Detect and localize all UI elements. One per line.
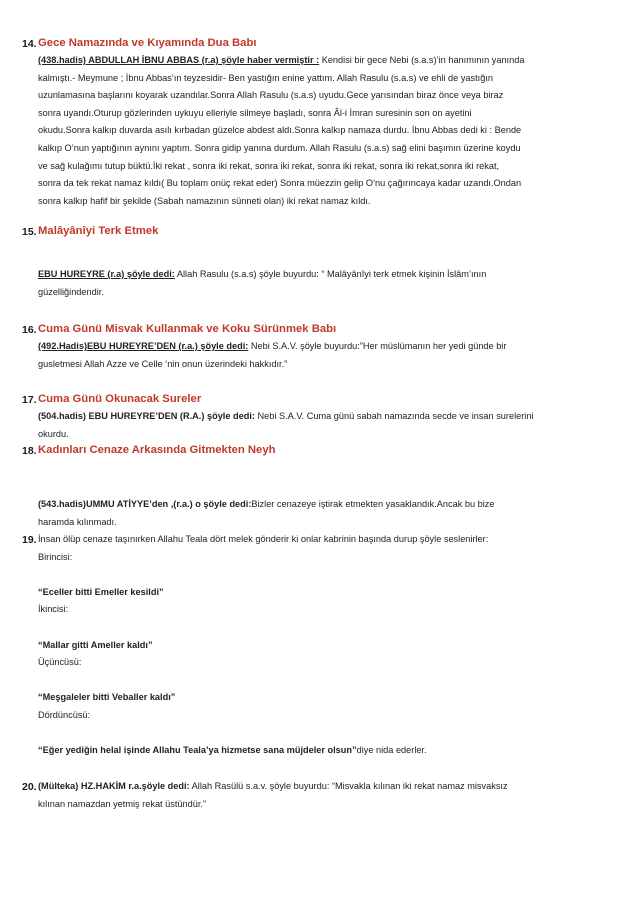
section-title: Kadınları Cenaze Arkasında Gitmekten Neyh — [38, 444, 276, 456]
stanza-label: Dördüncüsü: — [38, 709, 91, 720]
stanza-label: İkincisi: — [38, 604, 69, 615]
body-line: sonra kalkıp hafif bir şekilde (Sabah namazının sünneti olan) iki rekat namaz kıldı. — [38, 195, 371, 206]
hadith-source: (438.hadis) ABDULLAH İBNU ABBAS (r.a) şöyle haber vermiştir : — [38, 55, 320, 65]
section-number: 20. — [22, 781, 37, 793]
body-line: Nebi S.A.V. Cuma günü sabah namazında secde ve insan surelerini — [254, 411, 534, 421]
section-number: 17. — [22, 394, 37, 406]
section-title: Cuma Günü Okunacak Sureler — [38, 393, 202, 405]
stanza-label: Birincisi: — [38, 551, 73, 562]
body-line: güzelliğindendir. — [38, 286, 104, 297]
section-number: 19. — [22, 534, 37, 546]
body-line: Kendisi bir gece Nebi (s.a.s)’in hanımının yanında — [319, 55, 525, 65]
section-number: 14. — [22, 38, 37, 50]
hadith-source: (543.hadis)UMMU ATİYYE’den ,(r.a.) o şöyle dedi: — [38, 499, 252, 509]
section-body — [38, 778, 608, 813]
section-title: Gece Namazında ve Kıyamında Dua Babı — [38, 37, 257, 49]
body-line: haramda kılınmadı. — [38, 516, 117, 527]
stanza-quote: “Mallar gitti Ameller kaldı” — [38, 639, 153, 650]
section-body — [38, 338, 608, 373]
body-line: okudu.Sonra kalkıp duvarda asılı kırbadan güzelce abdest aldı.Sonra kalkıp namaza durdu. İbnu Abbas dedi ki : Bende — [38, 125, 522, 136]
section-number: 16. — [22, 324, 37, 336]
body-line: sonra da tek rekat namaz kıldı( Bu toplam onüç rekat eder) Sonra müezzin gelip O’nu çağırıncaya kadar uzandı.Ondan — [38, 178, 522, 189]
body-line: Allah Rasulu (s.a.s) şöyle buyurdu: “ Malâyânîyi terk etmek kişinin İslâm’ının — [174, 269, 487, 279]
stanza-quote: “Eceller bitti Emeller kesildi” — [38, 586, 164, 597]
body-line: uzunlamasına başlarını koyarak uzandılar.Sonra Allah Rasulu (s.a.s) uyudu.Gece yarısından biraz önce veya biraz — [38, 90, 504, 101]
body-line: kalkıp O’nun yaptığının aynını yaptım. Sonra gidip yanına durdum. Allah Rasulu (s.a.s) sağ elini başımın üzerine koydu — [38, 142, 521, 153]
body-line: Allah Rasülü s.a.v. şöyle buyurdu: “Misvakla kılınan iki rekat namaz misvaksız — [189, 781, 508, 791]
hadith-source: (Mülteka) HZ.HAKİM r.a.şöyle dedi: — [38, 781, 190, 791]
stanza-tail: diye nida ederler. — [356, 745, 427, 756]
section-body — [38, 496, 608, 531]
body-line: Bizler cenazeye iştirak etmekten yasaklandık.Ancak bu bize — [251, 499, 495, 509]
stanza-label: Üçüncüsü: — [38, 657, 82, 668]
stanza-quote: “Eğer yediğin helal işinde Allahu Teala’ya hizmetse sana müjdeler olsun” — [38, 745, 357, 756]
body-line: sonra uyandı.Oturup gözlerinden uykuyu elleriyle silmeye başladı, sonra Âl-i İmran suresinin son on ayetini — [38, 107, 472, 118]
body-line: gusletmesi Allah Azze ve Celle ‘nin onun üzerindeki hakkıdır.” — [38, 358, 288, 369]
stanza-quote: “Meşgaleler bitti Veballer kaldı” — [38, 692, 176, 703]
intro-line: İnsan ölüp cenaze taşınırken Allahu Teala dört melek gönderir ki onlar kabrinin başında durup şöyle seslenirler: — [38, 534, 489, 544]
section-body — [38, 408, 608, 443]
section-body — [38, 52, 608, 210]
body-line: okurdu. — [38, 428, 69, 439]
body-line: ve sağ kulağımı tutup büktü.İki rekat , sonra iki rekat, sonra iki rekat, sonra iki rekat, sonra iki rekat,sonra iki rekat, — [38, 160, 500, 171]
hadith-source: EBU HUREYRE (r.a) şöyle dedi: — [38, 269, 175, 279]
body-line: Nebi S.A.V. şöyle buyurdu:”Her müslümanın her yedi günde bir — [248, 341, 507, 351]
section-number: 18. — [22, 445, 37, 457]
body-line: kılınan namazdan yetmiş rekat üstündür.” — [38, 798, 207, 809]
section-body — [38, 531, 608, 760]
hadith-source: (492.Hadis)EBU HUREYRE’DEN (r.a.) şöyle dedi: — [38, 341, 249, 351]
section-body — [38, 266, 608, 301]
section-title: Cuma Günü Misvak Kullanmak ve Koku Sürünmek Babı — [38, 323, 337, 335]
body-line: kalmıştı.- Meymune ; İbnu Abbas’ın teyzesidir- Ben yastığın enine yattım. Allah Rasulu (s.a.s) ve ehli de yastığın — [38, 72, 493, 83]
hadith-source: (504.hadis) EBU HUREYRE’DEN (R.A.) şöyle dedi: — [38, 411, 255, 421]
section-title: Malâyânîyi Terk Etmek — [38, 225, 159, 237]
section-number: 15. — [22, 226, 37, 238]
